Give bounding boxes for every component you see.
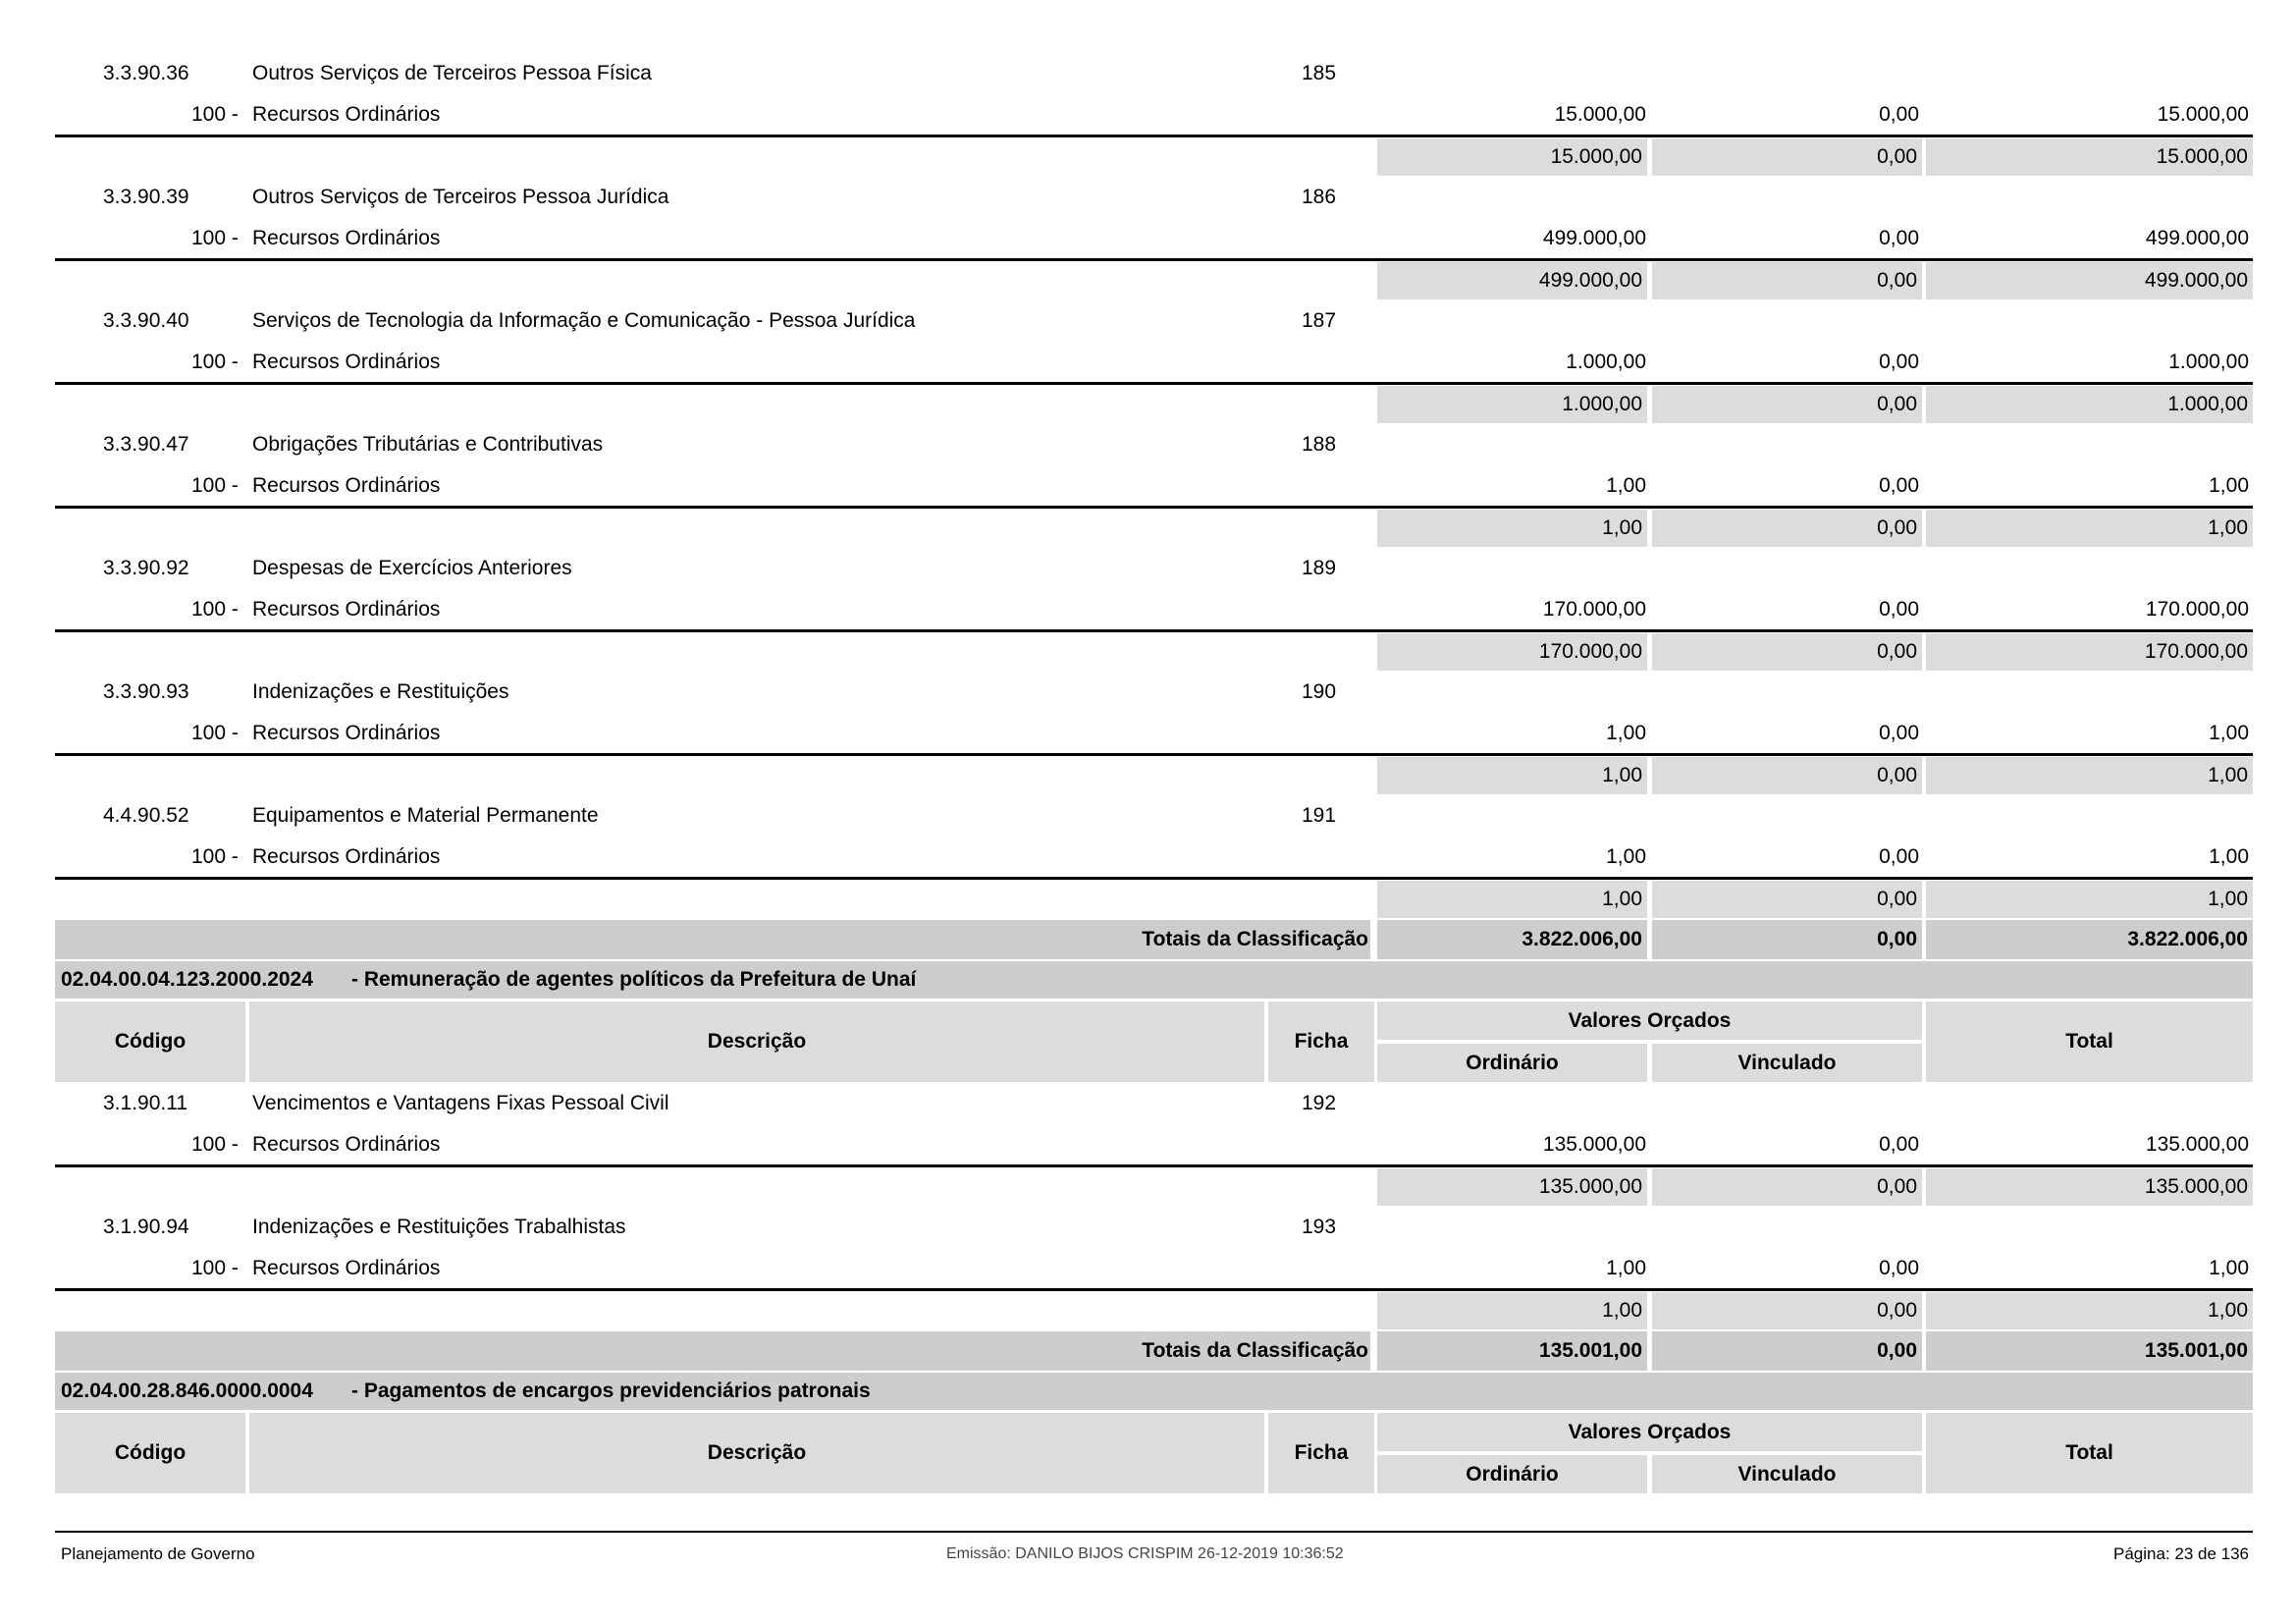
source-code: 100 - bbox=[191, 227, 239, 249]
item-ficha: 192 bbox=[1302, 1092, 1337, 1114]
subtotal-ordinario: 499.000,00 bbox=[1377, 262, 1647, 299]
subtotal-ordinario: 1,00 bbox=[1377, 510, 1647, 547]
item-ficha: 187 bbox=[1302, 309, 1337, 332]
value-total: 170.000,00 bbox=[2145, 598, 2249, 621]
column-header-vinculado: Vinculado bbox=[1652, 1455, 1922, 1493]
source-description: Recursos Ordinários bbox=[252, 1257, 441, 1279]
value-vinculado: 0,00 bbox=[1879, 845, 1919, 868]
section-code: 02.04.00.04.123.2000.2024 bbox=[61, 968, 313, 991]
value-ordinario: 170.000,00 bbox=[1542, 598, 1646, 621]
section-header bbox=[55, 961, 2253, 999]
section-title: - Pagamentos de encargos previdenciários patronais bbox=[351, 1380, 871, 1402]
source-description: Recursos Ordinários bbox=[252, 351, 441, 373]
value-total: 499.000,00 bbox=[2145, 227, 2249, 249]
item-code: 4.4.90.52 bbox=[103, 804, 189, 827]
column-header-descricao: Descrição bbox=[249, 1001, 1264, 1082]
subtotal-vinculado: 0,00 bbox=[1652, 138, 1922, 176]
value-total: 1,00 bbox=[2209, 474, 2249, 497]
subtotal-ordinario: 135.000,00 bbox=[1377, 1168, 1647, 1206]
item-description: Despesas de Exercícios Anteriores bbox=[252, 557, 572, 579]
value-ordinario: 135.000,00 bbox=[1542, 1133, 1646, 1156]
source-description: Recursos Ordinários bbox=[252, 722, 441, 744]
subtotal-total: 135.000,00 bbox=[1926, 1168, 2253, 1206]
column-header-total: Total bbox=[1926, 1001, 2253, 1082]
column-header-vinculado: Vinculado bbox=[1652, 1044, 1922, 1082]
totals-label: Totais da Classificação bbox=[55, 1331, 1370, 1371]
item-divider bbox=[55, 1164, 2253, 1167]
source-code: 100 - bbox=[191, 103, 239, 126]
column-header-ficha: Ficha bbox=[1268, 1413, 1374, 1493]
footer-divider bbox=[55, 1531, 2253, 1533]
source-description: Recursos Ordinários bbox=[252, 474, 441, 497]
subtotal-vinculado: 0,00 bbox=[1652, 262, 1922, 299]
item-description: Outros Serviços de Terceiros Pessoa Jurídica bbox=[252, 186, 669, 208]
value-vinculado: 0,00 bbox=[1879, 351, 1919, 373]
source-code: 100 - bbox=[191, 1257, 239, 1279]
column-header-ficha: Ficha bbox=[1268, 1001, 1374, 1082]
column-header-descricao: Descrição bbox=[249, 1413, 1264, 1493]
item-description: Equipamentos e Material Permanente bbox=[252, 804, 599, 827]
item-code: 3.1.90.11 bbox=[103, 1092, 188, 1114]
subtotal-total: 1,00 bbox=[1926, 757, 2253, 794]
item-ficha: 191 bbox=[1302, 804, 1337, 827]
subtotal-total: 499.000,00 bbox=[1926, 262, 2253, 299]
item-description: Indenizações e Restituições bbox=[252, 680, 509, 703]
source-code: 100 - bbox=[191, 722, 239, 744]
item-ficha: 189 bbox=[1302, 557, 1337, 579]
source-description: Recursos Ordinários bbox=[252, 598, 441, 621]
source-code: 100 - bbox=[191, 351, 239, 373]
value-total: 1,00 bbox=[2209, 1257, 2249, 1279]
column-header-codigo: Código bbox=[55, 1413, 245, 1493]
item-description: Outros Serviços de Terceiros Pessoa Física bbox=[252, 62, 652, 84]
item-ficha: 186 bbox=[1302, 186, 1337, 208]
subtotal-ordinario: 1.000,00 bbox=[1377, 386, 1647, 423]
subtotal-vinculado: 0,00 bbox=[1652, 881, 1922, 918]
source-code: 100 - bbox=[191, 1133, 239, 1156]
item-ficha: 188 bbox=[1302, 433, 1337, 456]
item-code: 3.3.90.93 bbox=[103, 680, 189, 703]
subtotal-vinculado: 0,00 bbox=[1652, 510, 1922, 547]
item-divider bbox=[55, 1288, 2253, 1291]
column-header-total: Total bbox=[1926, 1413, 2253, 1493]
value-vinculado: 0,00 bbox=[1879, 1133, 1919, 1156]
column-header-valores-orcados: Valores Orçados bbox=[1377, 1413, 1922, 1451]
item-code: 3.3.90.47 bbox=[103, 433, 189, 456]
subtotal-ordinario: 1,00 bbox=[1377, 881, 1647, 918]
item-description: Vencimentos e Vantagens Fixas Pessoal Civil bbox=[252, 1092, 669, 1114]
item-divider bbox=[55, 506, 2253, 509]
item-description: Obrigações Tributárias e Contributivas bbox=[252, 433, 604, 456]
subtotal-ordinario: 1,00 bbox=[1377, 1292, 1647, 1329]
value-total: 1.000,00 bbox=[2168, 351, 2249, 373]
section-header bbox=[55, 1373, 2253, 1410]
value-vinculado: 0,00 bbox=[1879, 722, 1919, 744]
subtotal-ordinario: 170.000,00 bbox=[1377, 633, 1647, 671]
source-code: 100 - bbox=[191, 474, 239, 497]
value-ordinario: 1,00 bbox=[1606, 845, 1646, 868]
section-title: - Remuneração de agentes políticos da Prefeitura de Unaí bbox=[351, 968, 917, 991]
column-header-codigo: Código bbox=[55, 1001, 245, 1082]
totals-ordinario: 3.822.006,00 bbox=[1377, 920, 1647, 959]
column-header-valores-orcados: Valores Orçados bbox=[1377, 1001, 1922, 1040]
item-ficha: 185 bbox=[1302, 62, 1337, 84]
subtotal-ordinario: 1,00 bbox=[1377, 757, 1647, 794]
value-ordinario: 1,00 bbox=[1606, 722, 1646, 744]
item-divider bbox=[55, 258, 2253, 261]
value-ordinario: 1,00 bbox=[1606, 474, 1646, 497]
footer-page-number: Página: 23 de 136 bbox=[2112, 1544, 2249, 1563]
totals-vinculado: 0,00 bbox=[1652, 920, 1922, 959]
source-description: Recursos Ordinários bbox=[252, 1133, 441, 1156]
item-divider bbox=[55, 135, 2253, 137]
value-vinculado: 0,00 bbox=[1879, 227, 1919, 249]
value-total: 15.000,00 bbox=[2157, 103, 2249, 126]
subtotal-vinculado: 0,00 bbox=[1652, 1168, 1922, 1206]
item-description: Indenizações e Restituições Trabalhistas bbox=[252, 1216, 626, 1238]
footer-emission: Emissão: DANILO BIJOS CRISPIM 26-12-2019 10:36:52 bbox=[946, 1545, 1344, 1562]
source-description: Recursos Ordinários bbox=[252, 227, 441, 249]
item-code: 3.1.90.94 bbox=[103, 1216, 189, 1238]
subtotal-vinculado: 0,00 bbox=[1652, 386, 1922, 423]
subtotal-vinculado: 0,00 bbox=[1652, 757, 1922, 794]
source-description: Recursos Ordinários bbox=[252, 845, 441, 868]
column-header-ordinario: Ordinário bbox=[1377, 1455, 1647, 1493]
totals-vinculado: 0,00 bbox=[1652, 1331, 1922, 1371]
subtotal-total: 1,00 bbox=[1926, 881, 2253, 918]
totals-total: 3.822.006,00 bbox=[1926, 920, 2253, 959]
subtotal-vinculado: 0,00 bbox=[1652, 633, 1922, 671]
column-header-ordinario: Ordinário bbox=[1377, 1044, 1647, 1082]
value-vinculado: 0,00 bbox=[1879, 1257, 1919, 1279]
value-ordinario: 15.000,00 bbox=[1554, 103, 1646, 126]
totals-total: 135.001,00 bbox=[1926, 1331, 2253, 1371]
totals-label: Totais da Classificação bbox=[55, 920, 1370, 959]
source-description: Recursos Ordinários bbox=[252, 103, 441, 126]
value-ordinario: 1,00 bbox=[1606, 1257, 1646, 1279]
item-description: Serviços de Tecnologia da Informação e Comunicação - Pessoa Jurídica bbox=[252, 309, 916, 332]
value-vinculado: 0,00 bbox=[1879, 474, 1919, 497]
value-ordinario: 1.000,00 bbox=[1566, 351, 1646, 373]
value-total: 1,00 bbox=[2209, 845, 2249, 868]
footer-department: Planejamento de Governo bbox=[61, 1544, 255, 1563]
subtotal-vinculado: 0,00 bbox=[1652, 1292, 1922, 1329]
item-code: 3.3.90.92 bbox=[103, 557, 189, 579]
source-code: 100 - bbox=[191, 845, 239, 868]
item-code: 3.3.90.36 bbox=[103, 62, 189, 84]
source-code: 100 - bbox=[191, 598, 239, 621]
item-divider bbox=[55, 877, 2253, 880]
subtotal-total: 170.000,00 bbox=[1926, 633, 2253, 671]
value-total: 1,00 bbox=[2209, 722, 2249, 744]
value-total: 135.000,00 bbox=[2145, 1133, 2249, 1156]
item-divider bbox=[55, 382, 2253, 385]
item-divider bbox=[55, 629, 2253, 632]
item-ficha: 193 bbox=[1302, 1216, 1337, 1238]
subtotal-total: 1.000,00 bbox=[1926, 386, 2253, 423]
value-vinculado: 0,00 bbox=[1879, 598, 1919, 621]
item-divider bbox=[55, 753, 2253, 756]
totals-ordinario: 135.001,00 bbox=[1377, 1331, 1647, 1371]
subtotal-total: 1,00 bbox=[1926, 510, 2253, 547]
section-code: 02.04.00.28.846.0000.0004 bbox=[61, 1380, 313, 1402]
subtotal-total: 15.000,00 bbox=[1926, 138, 2253, 176]
value-vinculado: 0,00 bbox=[1879, 103, 1919, 126]
item-ficha: 190 bbox=[1302, 680, 1337, 703]
item-code: 3.3.90.39 bbox=[103, 186, 189, 208]
subtotal-ordinario: 15.000,00 bbox=[1377, 138, 1647, 176]
item-code: 3.3.90.40 bbox=[103, 309, 189, 332]
subtotal-total: 1,00 bbox=[1926, 1292, 2253, 1329]
value-ordinario: 499.000,00 bbox=[1542, 227, 1646, 249]
